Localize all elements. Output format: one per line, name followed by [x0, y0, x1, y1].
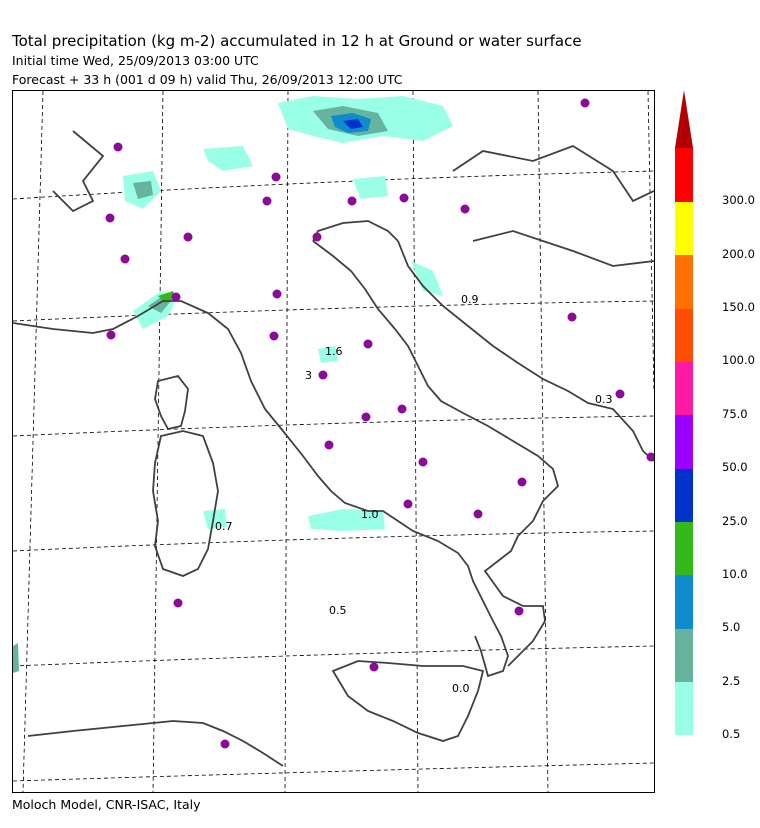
contour-label: 0.3 [595, 393, 613, 406]
coastline-north-adriatic [313, 221, 398, 241]
border-balkans-north [473, 231, 654, 266]
legend-swatch [675, 308, 693, 362]
station-dot [121, 255, 130, 264]
station-dot [107, 331, 116, 340]
station-dot [325, 441, 334, 450]
contour-label: 0.9 [461, 293, 479, 306]
contour-label: 3 [305, 369, 312, 382]
station-dot [172, 293, 181, 302]
meridian-line [23, 91, 43, 792]
legend-label: 50.0 [722, 460, 748, 475]
parallel-line [13, 763, 654, 781]
coastline-sicily [333, 661, 483, 741]
station-dot [270, 332, 279, 341]
station-dot [518, 478, 527, 487]
station-dot [419, 458, 428, 467]
station-dot [364, 340, 373, 349]
coastline-italy-tyrrhenian [13, 301, 508, 676]
legend-label: 5.0 [722, 620, 741, 635]
precip-area-swiss [203, 146, 253, 171]
coastlines [13, 131, 654, 766]
station-dot [461, 205, 470, 214]
coastline-corsica [155, 376, 188, 429]
contour-label: 0.5 [329, 604, 347, 617]
contour-label: 0.7 [215, 520, 233, 533]
legend-swatch [675, 628, 693, 682]
parallel-line [13, 301, 654, 321]
coastline-italy-adriatic [313, 241, 558, 666]
station-dot [581, 99, 590, 108]
station-dot [221, 740, 230, 749]
station-dot [568, 313, 577, 322]
precipitation-areas [13, 96, 453, 673]
legend-colorbar [675, 90, 693, 735]
station-dot [319, 371, 328, 380]
station-dot [400, 194, 409, 203]
legend-swatch [675, 255, 693, 309]
map-title: Total precipitation (kg m-2) accumulated in 12 h at Ground or water surface [12, 32, 582, 50]
station-dot [114, 143, 123, 152]
contour-label: 0.0 [452, 682, 470, 695]
legend-label: 200.0 [722, 246, 755, 261]
station-dot [515, 607, 524, 616]
parallel-line [13, 531, 654, 551]
legend-swatch [675, 682, 693, 736]
station-dot [474, 510, 483, 519]
border-france-switzerland [53, 131, 103, 211]
coastline-balkans [398, 241, 654, 461]
station-dot [370, 663, 379, 672]
forecast-valid-time: Forecast + 33 h (001 d 09 h) valid Thu, 26/09/2013 12:00 UTC [12, 72, 403, 87]
station-dot [174, 599, 183, 608]
legend-label: 75.0 [722, 406, 748, 421]
precip-area-west-edge [13, 643, 19, 673]
parallel-line [13, 416, 654, 436]
legend-swatch [675, 468, 693, 522]
legend-arrow-shape [675, 90, 693, 148]
meridian-line [413, 91, 418, 792]
meridian-line [285, 91, 288, 792]
legend-label: 25.0 [722, 513, 748, 528]
legend-label: 150.0 [722, 300, 755, 315]
model-credit: Moloch Model, CNR-ISAC, Italy [12, 797, 201, 812]
station-dot [398, 405, 407, 414]
station-dot [647, 453, 655, 462]
station-dot [273, 290, 282, 299]
legend-swatch [675, 522, 693, 576]
legend-top-arrow [675, 90, 693, 150]
station-dot [362, 413, 371, 422]
legend-label: 100.0 [722, 353, 755, 368]
legend-label: 2.5 [722, 673, 741, 688]
station-dot [263, 197, 272, 206]
map-canvas [13, 91, 654, 792]
legend-swatch [675, 575, 693, 629]
coastline-north-africa [28, 721, 283, 766]
meridian-line [648, 91, 654, 391]
precipitation-map [12, 90, 655, 793]
legend-swatch [675, 201, 693, 255]
legend-label: 10.0 [722, 566, 748, 581]
station-dot [272, 173, 281, 182]
station-dot [404, 500, 413, 509]
legend-swatch [675, 148, 693, 202]
contour-label: 1.0 [361, 508, 379, 521]
initial-time: Initial time Wed, 25/09/2013 03:00 UTC [12, 53, 259, 68]
contour-labels [215, 293, 613, 695]
legend-swatch [675, 361, 693, 415]
contour-label: 1.6 [325, 345, 343, 358]
legend-swatch [675, 415, 693, 469]
meridian-line [538, 91, 548, 792]
legend-label: 300.0 [722, 193, 755, 208]
parallel-line [13, 646, 654, 666]
precip-area-friuli [353, 176, 388, 199]
station-dot [616, 390, 625, 399]
graticule [13, 91, 654, 792]
station-dot [106, 214, 115, 223]
parallel-line [13, 171, 654, 199]
station-dot [348, 197, 357, 206]
station-dot [184, 233, 193, 242]
station-dot [313, 233, 322, 242]
legend-label: 0.5 [722, 727, 741, 741]
coastline-sardinia [153, 431, 218, 576]
